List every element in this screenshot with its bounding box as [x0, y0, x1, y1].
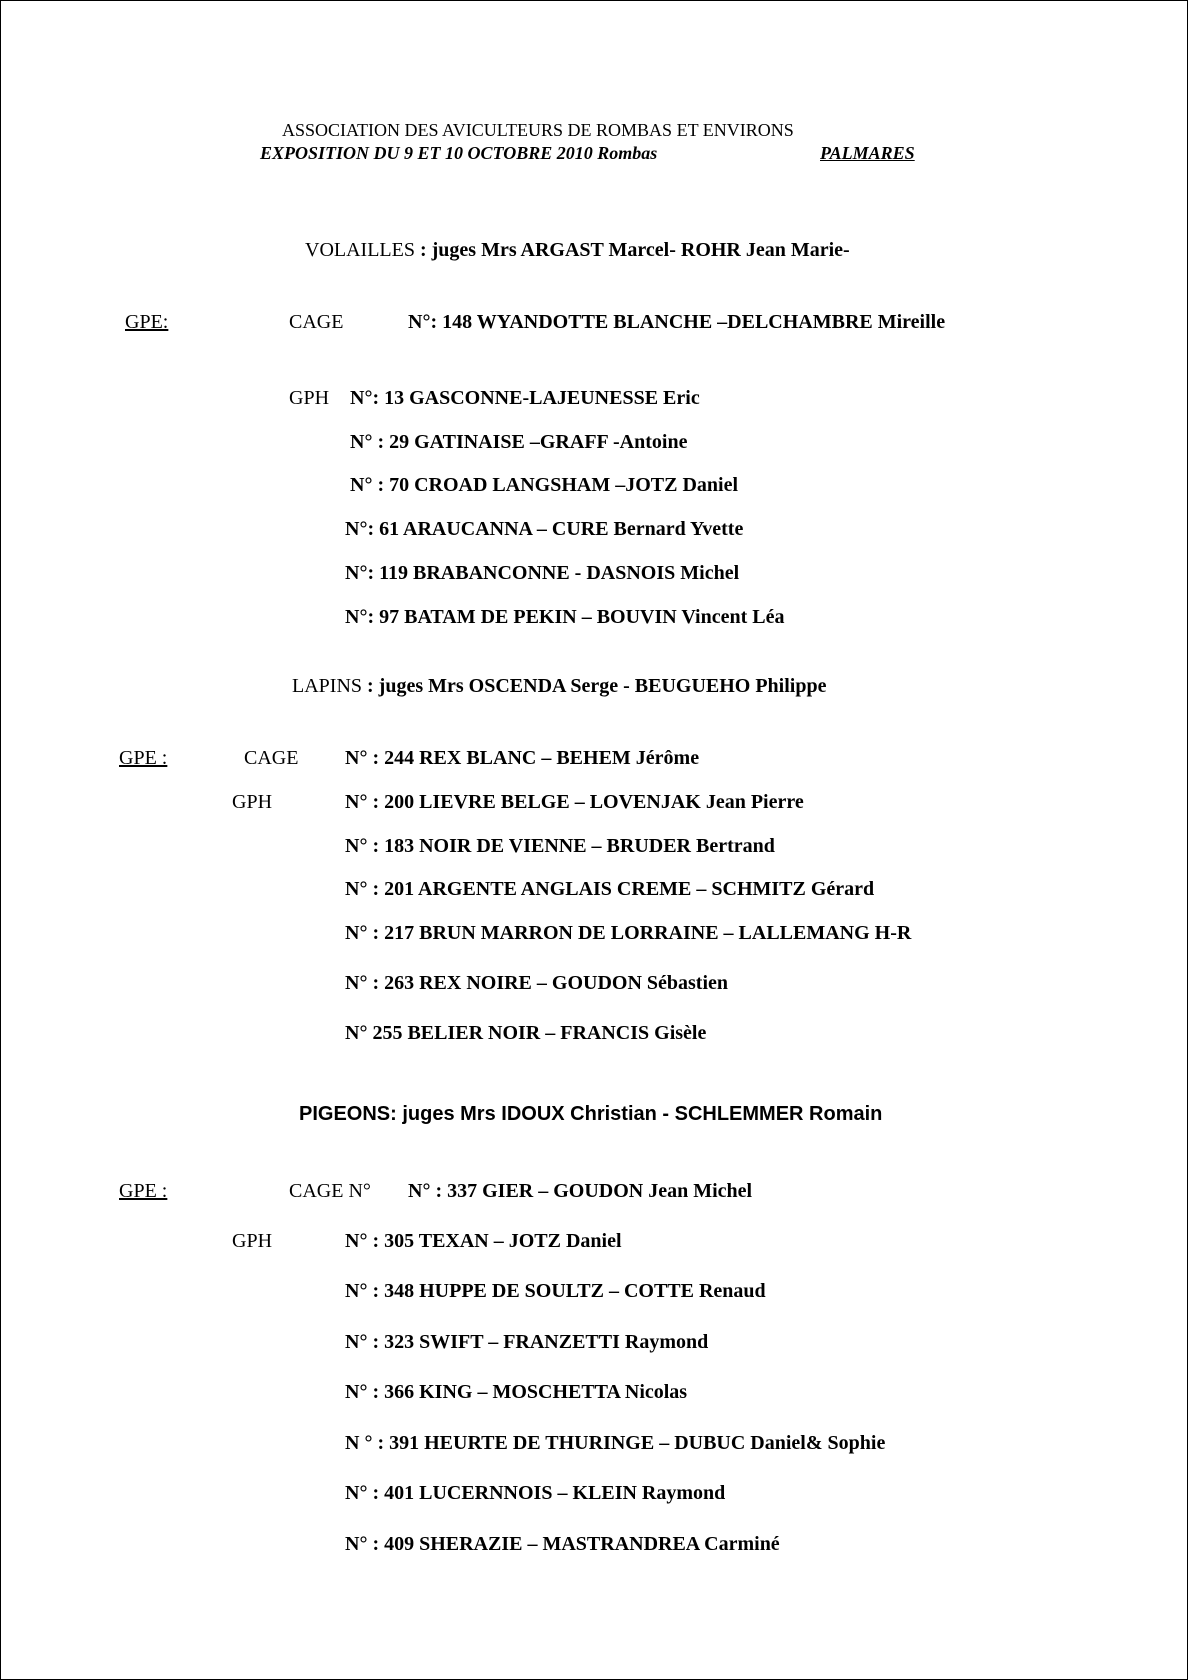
pigeons-gpe-entry: N° : 337 GIER – GOUDON Jean Michel: [408, 1180, 753, 1202]
lapins-gph-entry: N° : 201 ARGENTE ANGLAIS CREME – SCHMITZ Gérard: [345, 878, 875, 900]
pigeons-gph-entry: N° : 305 TEXAN – JOTZ Daniel: [345, 1230, 622, 1252]
volailles-gpe-entry: N°: 148 WYANDOTTE BLANCHE –DELCHAMBRE Mireille: [408, 311, 946, 333]
volailles-gph-entry: N°: 97 BATAM DE PEKIN – BOUVIN Vincent Léa: [345, 606, 785, 628]
volailles-title: [305, 240, 850, 260]
lapins-title: [292, 676, 826, 696]
header-exposition: EXPOSITION DU 9 ET 10 OCTOBRE 2010 Rombas: [260, 143, 658, 163]
header-palmares: PALMARES: [820, 143, 915, 163]
lapins-gpe-entry: N° : 244 REX BLANC – BEHEM Jérôme: [345, 747, 700, 769]
pigeons-gph-entry: N° : 323 SWIFT – FRANZETTI Raymond: [345, 1331, 709, 1353]
lapins-gpe-label: GPE :: [119, 747, 168, 769]
lapins-gph-entry: N° : 183 NOIR DE VIENNE – BRUDER Bertrand: [345, 835, 775, 857]
volailles-cage-label: CAGE: [289, 311, 344, 333]
volailles-gph-entry: N°: 119 BRABANCONNE - DASNOIS Michel: [345, 562, 740, 584]
volailles-title-head: VOLAILLES: [305, 239, 415, 261]
lapins-gph-label: GPH: [232, 791, 273, 813]
volailles-gpe-label: GPE:: [125, 311, 169, 333]
lapins-gph-entry: N° : 263 REX NOIRE – GOUDON Sébastien: [345, 972, 729, 994]
lapins-cage-label: CAGE: [244, 747, 299, 769]
lapins-title-tail: : juges Mrs OSCENDA Serge - BEUGUEHO Philippe: [362, 675, 827, 697]
pigeons-gph-entry: N° : 366 KING – MOSCHETTA Nicolas: [345, 1381, 688, 1403]
volailles-gph-label: GPH: [289, 387, 330, 409]
header-association: ASSOCIATION DES AVICULTEURS DE ROMBAS ET ENVIRONS: [282, 120, 794, 140]
volailles-gph-entry: N°: 61 ARAUCANNA – CURE Bernard Yvette: [345, 518, 744, 540]
pigeons-gph-entry: N° : 401 LUCERNNOIS – KLEIN Raymond: [345, 1482, 726, 1504]
pigeons-cage-label: CAGE N°: [289, 1180, 371, 1202]
lapins-gph-entry: N° 255 BELIER NOIR – FRANCIS Gisèle: [345, 1022, 707, 1044]
lapins-gph-entry: N° : 200 LIEVRE BELGE – LOVENJAK Jean Pierre: [345, 791, 804, 813]
pigeons-gph-entry: N ° : 391 HEURTE DE THURINGE – DUBUC Daniel& Sophie: [345, 1432, 886, 1454]
pigeons-gph-entry: N° : 348 HUPPE DE SOULTZ – COTTE Renaud: [345, 1280, 766, 1302]
volailles-title-tail: : juges Mrs ARGAST Marcel- ROHR Jean Marie-: [414, 239, 850, 261]
volailles-gph-entry: N° : 29 GATINAISE –GRAFF -Antoine: [350, 431, 688, 453]
pigeons-gpe-label: GPE :: [119, 1180, 168, 1202]
pigeons-title: PIGEONS: juges Mrs IDOUX Christian - SCHLEMMER Romain: [299, 1103, 883, 1125]
lapins-title-head: LAPINS: [292, 675, 363, 697]
lapins-gph-entry: N° : 217 BRUN MARRON DE LORRAINE – LALLEMANG H-R: [345, 922, 912, 944]
volailles-gph-entry: N°: 13 GASCONNE-LAJEUNESSE Eric: [350, 387, 700, 409]
volailles-gph-entry: N° : 70 CROAD LANGSHAM –JOTZ Daniel: [350, 474, 739, 496]
pigeons-gph-label: GPH: [232, 1230, 273, 1252]
pigeons-gph-entry: N° : 409 SHERAZIE – MASTRANDREA Carminé: [345, 1533, 780, 1555]
